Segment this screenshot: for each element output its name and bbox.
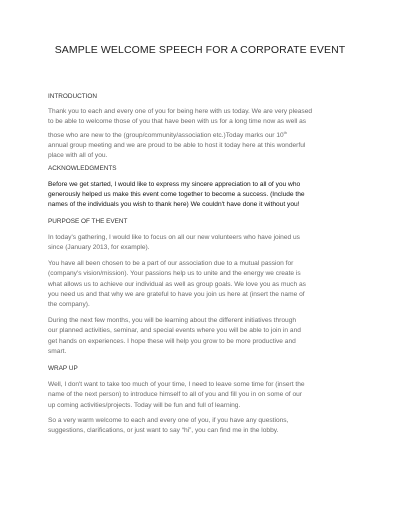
text-line: get hands on experiences. I hope these will help you grow to be more productive and <box>48 337 296 345</box>
purpose-paragraph-1 <box>48 233 354 254</box>
text-line: You have all been chosen to be a part of our association due to a mutual passion for <box>48 260 294 267</box>
text-line: names of the individuals you wish to thank here) We couldn't have done it without you! <box>48 201 300 208</box>
heading-acknowledgments: ACKNOWLEDGMENTS <box>48 165 117 172</box>
text-line: since (January 2013, for example). <box>48 244 150 252</box>
text-line: In today's gathering, I would like to focus on all our new volunteers who have joined us <box>48 234 300 241</box>
text-line: our planned activities, seminar, and special events where you will be able to join in and <box>48 327 301 335</box>
text-line: smart. <box>48 347 67 355</box>
text-line: Well, I don't want to take too much of your time, I need to leave some time for (insert the <box>48 381 305 388</box>
superscript: th <box>283 129 288 135</box>
text-line: to be able to welcome those of you that have been with us for a long time now as well as <box>48 118 307 126</box>
text-line: During the next few months, you will be learning about the different initiatives through <box>48 317 297 324</box>
text-line: (company's vision/mission). Your passions help us to unite and the energy we create is <box>48 270 301 278</box>
text-line-part: those who are new to the (group/community/association etc.)Today marks our 10 <box>48 131 284 139</box>
introduction-paragraph <box>48 107 354 161</box>
text-line: you need us and that why we are grateful to have you join us here at (insert the name of <box>48 290 305 298</box>
wrap-up-paragraph-1 <box>48 380 354 411</box>
text-line: name of the next person) to introduce himself to all of you and fill you in on some of our <box>48 391 303 399</box>
acknowledgments-paragraph <box>48 180 354 210</box>
text-line: annual group meeting and we are proud to be able to host it today here at this wonderful <box>48 141 306 149</box>
text-line: So a very warm welcome to each and every one of you, if you have any questions, <box>48 417 289 424</box>
wrap-up-paragraph-2 <box>48 416 354 437</box>
heading-purpose: PURPOSE OF THE EVENT <box>48 218 128 225</box>
purpose-paragraph-3 <box>48 316 354 357</box>
heading-introduction: INTRODUCTION <box>48 93 97 100</box>
text-line: suggestions, clarifications, or just want to say “hi”, you can find me in the lobby. <box>48 427 279 435</box>
text-line: generously helped us make this event come together to become a success. (Include the <box>48 191 305 198</box>
heading-wrap-up: WRAP UP <box>48 365 78 372</box>
document-title: SAMPLE WELCOME SPEECH FOR A CORPORATE EVENT <box>54 44 346 56</box>
text-line: what allows us to achieve our individual as well as group goals. We love you as much as <box>48 280 306 288</box>
text-line <box>48 128 354 141</box>
text-line: place with all of you. <box>48 152 108 160</box>
text-line: up coming activities/projects. Today will be fun and full of learning. <box>48 401 241 409</box>
purpose-paragraph-2 <box>48 259 354 310</box>
text-line: the company). <box>48 301 90 309</box>
text-line: Thank you to each and every one of you for being here with us today. We are very pleased <box>48 108 313 115</box>
text-line: Before we get started, I would like to express my sincere appreciation to all of you who <box>48 181 301 188</box>
